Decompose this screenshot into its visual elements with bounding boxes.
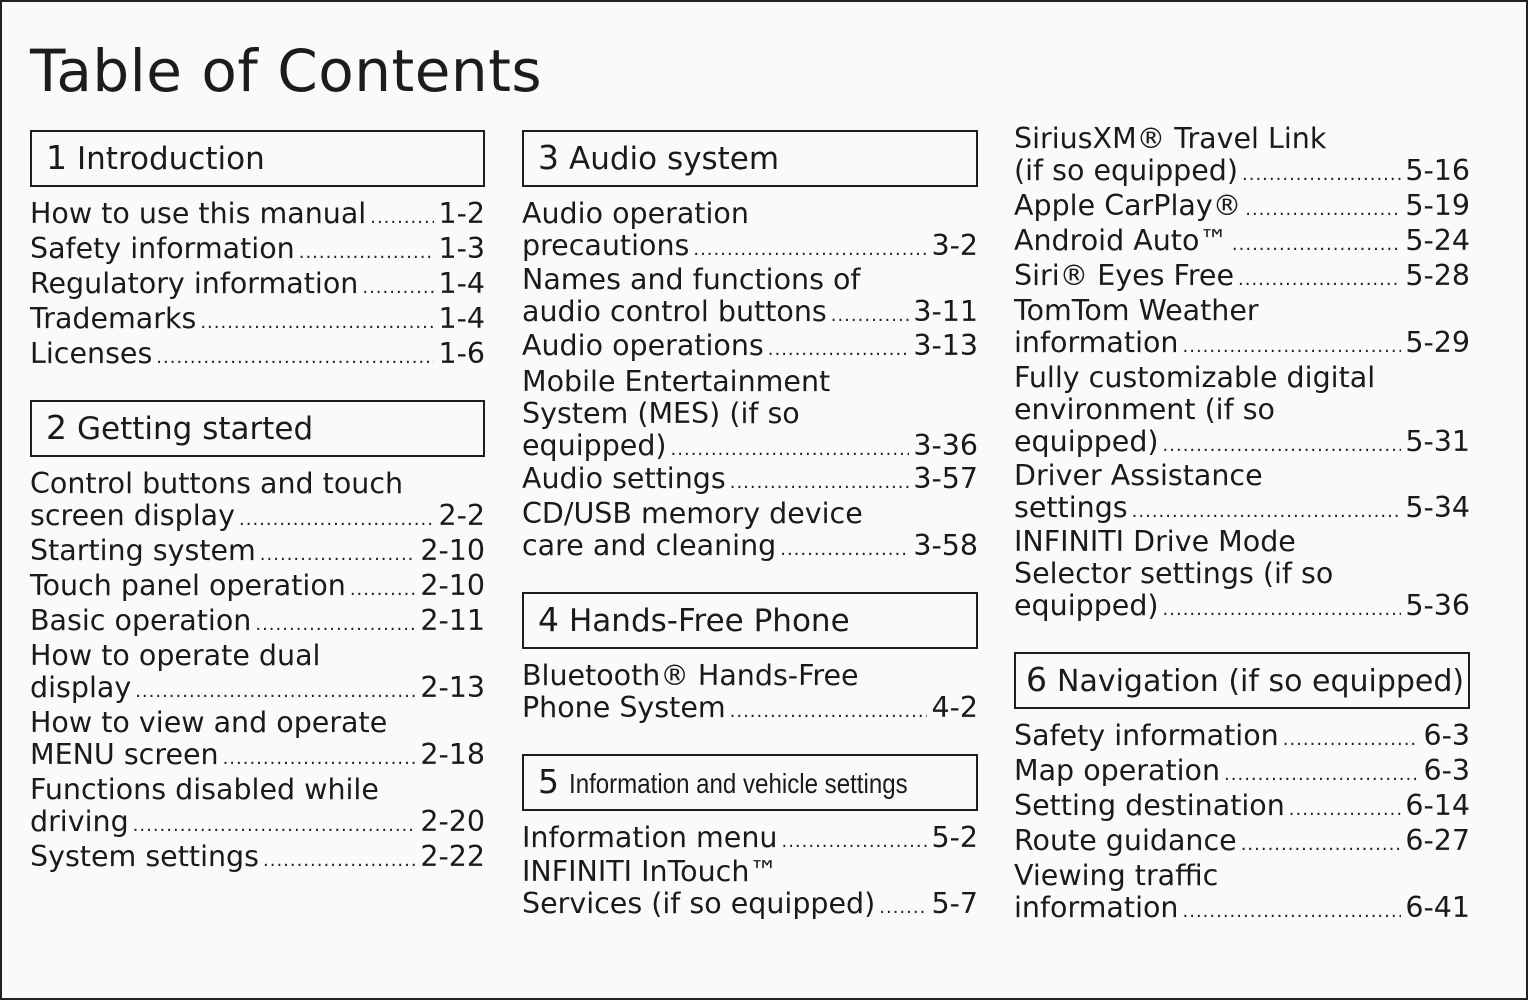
toc-entry[interactable] <box>1014 362 1470 458</box>
page-number: 5-36 <box>1405 589 1470 622</box>
toc-entry-row <box>1014 892 1470 924</box>
toc-entry-text: Audio settings <box>522 462 726 495</box>
toc-entry-text: Regulatory information <box>30 267 359 300</box>
toc-entry-text: Mobile Entertainment <box>522 365 831 398</box>
toc-entry-row <box>30 672 485 704</box>
page-number: 3-11 <box>913 295 978 328</box>
dot-leader <box>879 892 927 924</box>
toc-entry-text: Audio operations <box>522 329 764 362</box>
section-number: 3 <box>538 138 559 177</box>
toc-entry[interactable] <box>1014 825 1470 857</box>
toc-entry-row <box>1014 190 1470 222</box>
page-number: 5-28 <box>1405 259 1470 292</box>
toc-entry-row <box>1014 260 1470 292</box>
dot-leader <box>260 539 417 571</box>
dot-leader <box>255 609 416 641</box>
section-label: Hands-Free Phone <box>569 603 850 639</box>
dot-leader <box>370 202 434 234</box>
dot-leader <box>693 234 927 266</box>
dot-leader <box>362 272 434 304</box>
dot-leader <box>1183 896 1402 928</box>
section-heading[interactable] <box>522 130 978 187</box>
section-label: Audio system <box>569 141 780 177</box>
toc-entry-text: Bluetooth® Hands-Free <box>522 659 859 692</box>
page-number: 2-10 <box>420 534 485 567</box>
dot-leader <box>1163 594 1402 626</box>
dot-leader <box>1289 794 1402 826</box>
page-number: 5-24 <box>1405 224 1470 257</box>
section-label: Getting started <box>77 411 314 447</box>
dot-leader <box>1232 229 1401 261</box>
toc-entry-text: equipped) <box>1014 425 1159 458</box>
toc-column-3 <box>1014 2 1470 1000</box>
section-heading[interactable] <box>1014 652 1470 709</box>
toc-entry-row <box>30 303 485 335</box>
toc-entry[interactable] <box>30 605 485 637</box>
toc-entry-text: Touch panel operation <box>30 569 346 602</box>
page-number: 2-2 <box>438 499 485 532</box>
toc-entry-text: Selector settings (if so <box>1014 557 1334 590</box>
toc-entry-text: Information menu <box>522 821 778 854</box>
toc-entry[interactable] <box>1014 460 1470 524</box>
toc-entry-row <box>30 198 485 230</box>
toc-entry-row <box>522 296 978 328</box>
toc-entry-text: Driver Assistance <box>1014 459 1263 492</box>
toc-entry-text: Trademarks <box>30 302 197 335</box>
toc-entry-text: equipped) <box>1014 589 1159 622</box>
toc-entry[interactable] <box>522 822 978 854</box>
toc-entry-row <box>522 888 978 920</box>
toc-entry[interactable] <box>522 498 978 562</box>
page-number: 6-41 <box>1405 891 1470 924</box>
page-number: 2-10 <box>420 569 485 602</box>
toc-entry-row <box>30 806 485 838</box>
dot-leader <box>1238 264 1401 296</box>
page-number: 3-58 <box>913 529 978 562</box>
page-number: 6-27 <box>1405 824 1470 857</box>
toc-entry[interactable] <box>1014 526 1470 622</box>
dot-leader <box>730 696 928 728</box>
toc-entry-row <box>1014 225 1470 257</box>
toc-entry-text: driving <box>30 805 129 838</box>
toc-entry[interactable] <box>1014 260 1470 292</box>
toc-entry-text: information <box>1014 326 1179 359</box>
page-title: Table of Contents <box>30 37 543 105</box>
toc-entry-row <box>522 330 978 362</box>
dot-leader <box>299 237 435 269</box>
toc-entry-text: Control buttons and touch <box>30 467 404 500</box>
page-number: 2-22 <box>420 840 485 873</box>
dot-leader <box>133 810 417 842</box>
toc-entry-row <box>522 463 978 495</box>
page-number: 1-3 <box>438 232 485 265</box>
page-number: 3-57 <box>913 462 978 495</box>
toc-entry-text: Basic operation <box>30 604 252 637</box>
toc-entry[interactable] <box>522 856 978 920</box>
toc-entry[interactable] <box>30 535 485 567</box>
toc-entry-text: equipped) <box>522 429 667 462</box>
toc-entry-text: CD/USB memory device <box>522 497 863 530</box>
toc-entry-text: Apple CarPlay® <box>1014 189 1242 222</box>
section-number: 6 <box>1026 660 1047 699</box>
toc-entry-row <box>30 268 485 300</box>
section-label: Information and vehicle settings <box>569 768 908 799</box>
toc-entry[interactable] <box>30 268 485 300</box>
toc-entry[interactable] <box>1014 790 1470 822</box>
dot-leader <box>156 342 434 374</box>
toc-entry[interactable] <box>30 338 485 370</box>
dot-leader <box>350 574 416 606</box>
toc-entry-text: Starting system <box>30 534 256 567</box>
section-number: 1 <box>46 138 67 177</box>
toc-entry-text: display <box>30 671 132 704</box>
page-number: 6-3 <box>1423 754 1470 787</box>
dot-leader <box>730 467 910 499</box>
toc-entry-text: screen display <box>30 499 235 532</box>
toc-entry[interactable] <box>30 774 485 838</box>
toc-entry-text: environment (if so <box>1014 393 1275 426</box>
toc-entry-text: audio control buttons <box>522 295 827 328</box>
toc-entry-row <box>1014 155 1470 187</box>
toc-entry[interactable] <box>1014 190 1470 222</box>
section-number: 2 <box>46 408 67 447</box>
toc-entry-text: Map operation <box>1014 754 1221 787</box>
dot-leader <box>135 676 416 708</box>
page-number: 1-6 <box>438 337 485 370</box>
section-label: Introduction <box>77 141 265 177</box>
dot-leader <box>781 826 927 858</box>
toc-entry-row <box>30 535 485 567</box>
dot-leader <box>831 300 910 332</box>
page-number: 2-18 <box>420 738 485 771</box>
dot-leader <box>1241 829 1402 861</box>
toc-entry-row <box>1014 720 1470 752</box>
page-number: 1-2 <box>438 197 485 230</box>
page-number: 1-4 <box>438 302 485 335</box>
toc-entry-row <box>30 739 485 771</box>
section-number: 4 <box>538 600 559 639</box>
toc-entry-text: INFINITI Drive Mode <box>1014 525 1296 558</box>
toc-entry-text: Viewing traffic <box>1014 859 1219 892</box>
toc-entry-row <box>30 500 485 532</box>
dot-leader <box>1242 159 1401 191</box>
toc-entry-row <box>1014 790 1470 822</box>
toc-entry-text: Safety information <box>1014 719 1279 752</box>
toc-entry[interactable] <box>522 366 978 462</box>
toc-entry-text: information <box>1014 891 1179 924</box>
toc-entry-text: (if so equipped) <box>1014 154 1239 187</box>
toc-entry[interactable] <box>522 463 978 495</box>
toc-entry-row <box>30 570 485 602</box>
toc-entry-text: INFINITI InTouch™ <box>522 855 778 888</box>
page-number: 4-2 <box>931 691 978 724</box>
toc-entry-row <box>522 822 978 854</box>
dot-leader <box>1132 496 1402 528</box>
toc-entry-row <box>1014 590 1470 622</box>
toc-entry-text: Fully customizable digital <box>1014 361 1376 394</box>
toc-entry[interactable] <box>30 570 485 602</box>
toc-entry-row <box>1014 492 1470 524</box>
toc-entry[interactable] <box>1014 860 1470 924</box>
page-number: 5-34 <box>1405 491 1470 524</box>
toc-entry-text: Setting destination <box>1014 789 1285 822</box>
page-number: 1-4 <box>438 267 485 300</box>
toc-entry[interactable] <box>1014 225 1470 257</box>
toc-entry[interactable] <box>30 707 485 771</box>
toc-entry[interactable] <box>522 660 978 724</box>
dot-leader <box>1283 724 1420 756</box>
dot-leader <box>239 504 434 536</box>
toc-entry[interactable] <box>522 198 978 262</box>
toc-entry-row <box>30 233 485 265</box>
section-heading[interactable] <box>522 592 978 649</box>
page-number: 5-16 <box>1405 154 1470 187</box>
toc-entry-text: Names and functions of <box>522 263 861 296</box>
page-number: 5-7 <box>931 887 978 920</box>
toc-entry-text: precautions <box>522 229 690 262</box>
toc-entry-text: Siri® Eyes Free <box>1014 259 1234 292</box>
toc-entry-text: How to view and operate <box>30 706 388 739</box>
toc-entry-text: Functions disabled while <box>30 773 379 806</box>
toc-entry-row <box>30 841 485 873</box>
toc-entry-row <box>30 605 485 637</box>
toc-entry[interactable] <box>30 640 485 704</box>
toc-entry-text: System settings <box>30 840 259 873</box>
toc-entry[interactable] <box>30 303 485 335</box>
toc-entry-text: Licenses <box>30 337 153 370</box>
dot-leader <box>223 743 417 775</box>
toc-entry-row <box>1014 426 1470 458</box>
toc-entry[interactable] <box>1014 295 1470 359</box>
toc-entry[interactable] <box>1014 755 1470 787</box>
toc-entry[interactable] <box>30 468 485 532</box>
toc-entry-row <box>522 230 978 262</box>
toc-entry[interactable] <box>522 330 978 362</box>
section-label: Navigation (if so equipped) <box>1057 664 1465 699</box>
section-heading[interactable] <box>30 130 485 187</box>
dot-leader <box>780 534 909 566</box>
page-number: 3-2 <box>931 229 978 262</box>
toc-entry-row <box>30 338 485 370</box>
toc-entry-text: care and cleaning <box>522 529 777 562</box>
toc-entry-text: System (MES) (if so <box>522 397 800 430</box>
page-number: 3-13 <box>913 329 978 362</box>
toc-entry-text: Audio operation <box>522 197 749 230</box>
section-heading[interactable] <box>30 400 485 457</box>
page-number: 2-13 <box>420 671 485 704</box>
toc-entry-row <box>522 530 978 562</box>
toc-entry-text: TomTom Weather <box>1014 294 1259 327</box>
toc-entry-text: Route guidance <box>1014 824 1237 857</box>
toc-entry-text: How to use this manual <box>30 197 367 230</box>
section-number: 5 <box>538 762 559 801</box>
dot-leader <box>1183 331 1402 363</box>
toc-entry[interactable] <box>1014 123 1470 187</box>
toc-entry-row <box>1014 327 1470 359</box>
page-number: 6-14 <box>1405 789 1470 822</box>
toc-entry[interactable] <box>30 233 485 265</box>
dot-leader <box>263 845 416 877</box>
page-number: 5-19 <box>1405 189 1470 222</box>
toc-entry-text: Services (if so equipped) <box>522 887 876 920</box>
toc-entry-text: settings <box>1014 491 1128 524</box>
toc-entry-text: SiriusXM® Travel Link <box>1014 122 1327 155</box>
page-number: 2-11 <box>420 604 485 637</box>
toc-entry-text: Android Auto™ <box>1014 224 1228 257</box>
page-number: 3-36 <box>913 429 978 462</box>
toc-entry-text: Safety information <box>30 232 295 265</box>
page-number: 6-3 <box>1423 719 1470 752</box>
page-number: 2-20 <box>420 805 485 838</box>
toc-entry[interactable] <box>522 264 978 328</box>
toc-entry-row <box>522 692 978 724</box>
dot-leader <box>1245 194 1401 226</box>
dot-leader <box>200 307 434 339</box>
toc-entry-text: Phone System <box>522 691 726 724</box>
section-heading[interactable] <box>522 754 978 811</box>
page-number: 5-31 <box>1405 425 1470 458</box>
page-number: 5-29 <box>1405 326 1470 359</box>
toc-entry-row <box>522 430 978 462</box>
toc-entry-text: How to operate dual <box>30 639 321 672</box>
page-number: 5-2 <box>931 821 978 854</box>
toc-entry-row <box>1014 825 1470 857</box>
toc-entry-text: MENU screen <box>30 738 219 771</box>
toc-entry[interactable] <box>1014 720 1470 752</box>
toc-column-2 <box>522 2 978 1000</box>
dot-leader <box>768 334 910 366</box>
toc-entry[interactable] <box>30 198 485 230</box>
toc-entry[interactable] <box>30 841 485 873</box>
dot-leader <box>1224 759 1419 791</box>
toc-entry-row <box>1014 755 1470 787</box>
dot-leader <box>1163 430 1402 462</box>
toc-column-1 <box>30 2 485 1000</box>
